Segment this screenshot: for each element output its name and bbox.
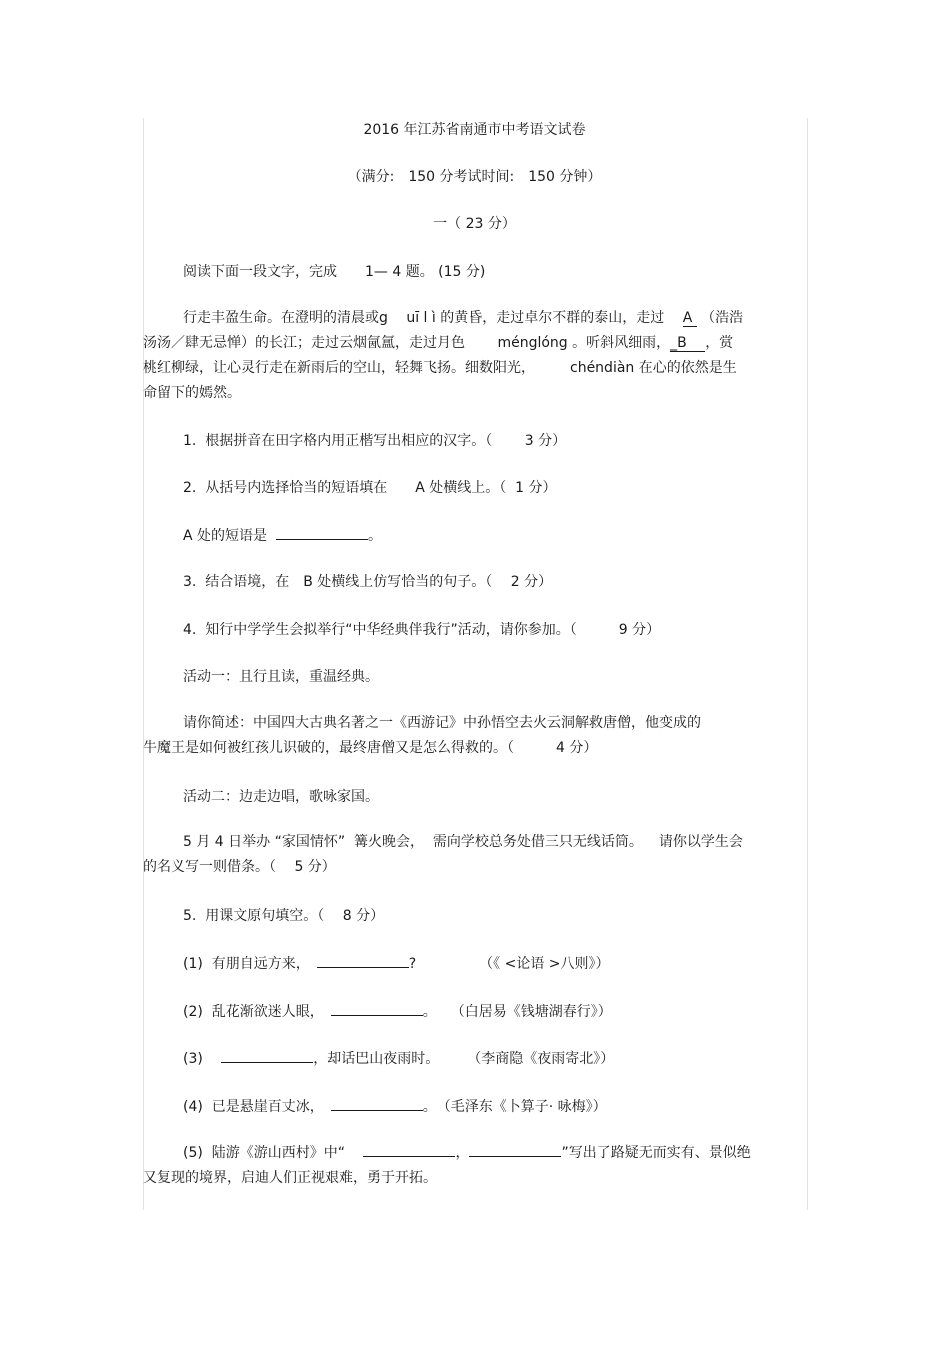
fill-prompt: (2) 乱花渐欲迷人眼，	[183, 1004, 331, 1020]
document-title: 2016 年江苏省南通市中考语文试卷	[363, 122, 586, 138]
passage-line-4: 命留下的嫣然。	[143, 385, 241, 401]
question-4: 4. 知行中学学生会拟举行“中华经典伴我行”活动，请你参加。（ 9 分）	[183, 622, 661, 638]
passage-text: 汤汤／肆无忌惮）的长江；走过云烟氤氲，走过月色 ménglóng 。听斜风细雨，	[143, 335, 671, 351]
fill-source: ，却话巴山夜雨时。 （李商隐《夜雨寄北》）	[313, 1051, 615, 1067]
fill-blank-3	[183, 1048, 614, 1069]
passage-text: ，赏	[705, 335, 734, 351]
fill-prompt: (1) 有朋自远方来，	[183, 956, 317, 972]
answer-suffix: 。	[367, 528, 382, 544]
fill-blank-5-line-2: 又复现的境界，启迪人们正视艰难，勇于开拓。	[143, 1170, 437, 1186]
fill-prompt: (5) 陆游《游山西村》中“	[183, 1145, 364, 1161]
activity-2-question	[143, 830, 806, 880]
question-1: 1. 根据拼音在田字格内用正楷写出相应的汉字。（ 3 分）	[183, 433, 567, 449]
activity-1-question	[143, 711, 806, 761]
passage-line-3: 桃红柳绿，让心灵行走在新雨后的空山，轻舞飞扬。细数阳光， chéndiàn 在心的依然是生	[143, 360, 737, 376]
section-heading: 一（ 23 分）	[433, 216, 516, 232]
fill-prompt: (4) 已是悬崖百丈冰，	[183, 1099, 331, 1115]
fill-blank	[221, 1048, 313, 1063]
activity-1-question-line-1: 请你简述：中国四大古典名著之一《西游记》中孙悟空去火云洞解救唐僧，他变成的	[183, 715, 701, 731]
fill-blank-1	[183, 953, 610, 974]
activity-1-question-line-2: 牛魔王是如何被红孩儿识破的，最终唐僧又是怎么得救的。（ 4 分）	[143, 740, 598, 756]
fill-blank	[317, 953, 409, 968]
activity-1-heading: 活动一：且行且读，重温经典。	[183, 669, 379, 685]
fill-source: 。 （白居易《钱塘湖春行》）	[422, 1004, 612, 1020]
answer-blank	[276, 525, 368, 540]
question-2: 2. 从括号内选择恰当的短语填在 A 处横线上。（ 1 分）	[183, 480, 557, 496]
fill-blank	[363, 1142, 455, 1157]
fill-blank-2	[183, 1001, 612, 1022]
blank-a: A	[682, 310, 697, 326]
fill-source: 。 （毛泽东《卜算子· 咏梅》）	[422, 1099, 607, 1115]
fill-separator: ，	[455, 1145, 470, 1161]
fill-source: ”写出了路疑无而实有、景似绝	[561, 1145, 751, 1161]
answer-label: A 处的短语是	[183, 528, 276, 544]
reading-passage	[143, 306, 806, 406]
question-2-answer	[183, 525, 382, 546]
document-subtitle: （满分: 150 分考试时间: 150 分钟）	[347, 169, 602, 185]
passage-line-1	[143, 306, 806, 331]
blank-b: _B	[670, 335, 706, 351]
fill-blank-4	[183, 1096, 607, 1117]
fill-blank	[469, 1142, 561, 1157]
question-3: 3. 结合语境，在 B 处横线上仿写恰当的句子。（ 2 分）	[183, 574, 553, 590]
fill-blank	[331, 1001, 423, 1016]
fill-prompt: (3)	[183, 1051, 222, 1067]
passage-text: （浩浩	[696, 310, 744, 326]
passage-line-2	[143, 331, 806, 356]
activity-2-heading: 活动二：边走边唱，歌咏家国。	[183, 789, 379, 805]
passage-text: 行走丰盈生命。在澄明的清晨或g uī l ì 的黄昏，走过卓尔不群的泰山，走过	[183, 310, 683, 326]
fill-source: ? （《 <论语 >八则》）	[408, 956, 610, 972]
activity-2-question-line-1: 5 月 4 日举办 “家国情怀” 篝火晚会， 需向学校总务处借三只无线话筒。 请你以学生会	[183, 834, 743, 850]
question-5: 5. 用课文原句填空。（ 8 分）	[183, 908, 385, 924]
reading-intro: 阅读下面一段文字，完成 1— 4 题。 (15 分)	[183, 264, 486, 280]
activity-2-question-line-2: 的名义写一则借条。（ 5 分）	[143, 859, 336, 875]
fill-blank-5	[143, 1141, 806, 1191]
fill-blank-5-line-1	[143, 1141, 806, 1166]
fill-blank	[331, 1096, 423, 1111]
